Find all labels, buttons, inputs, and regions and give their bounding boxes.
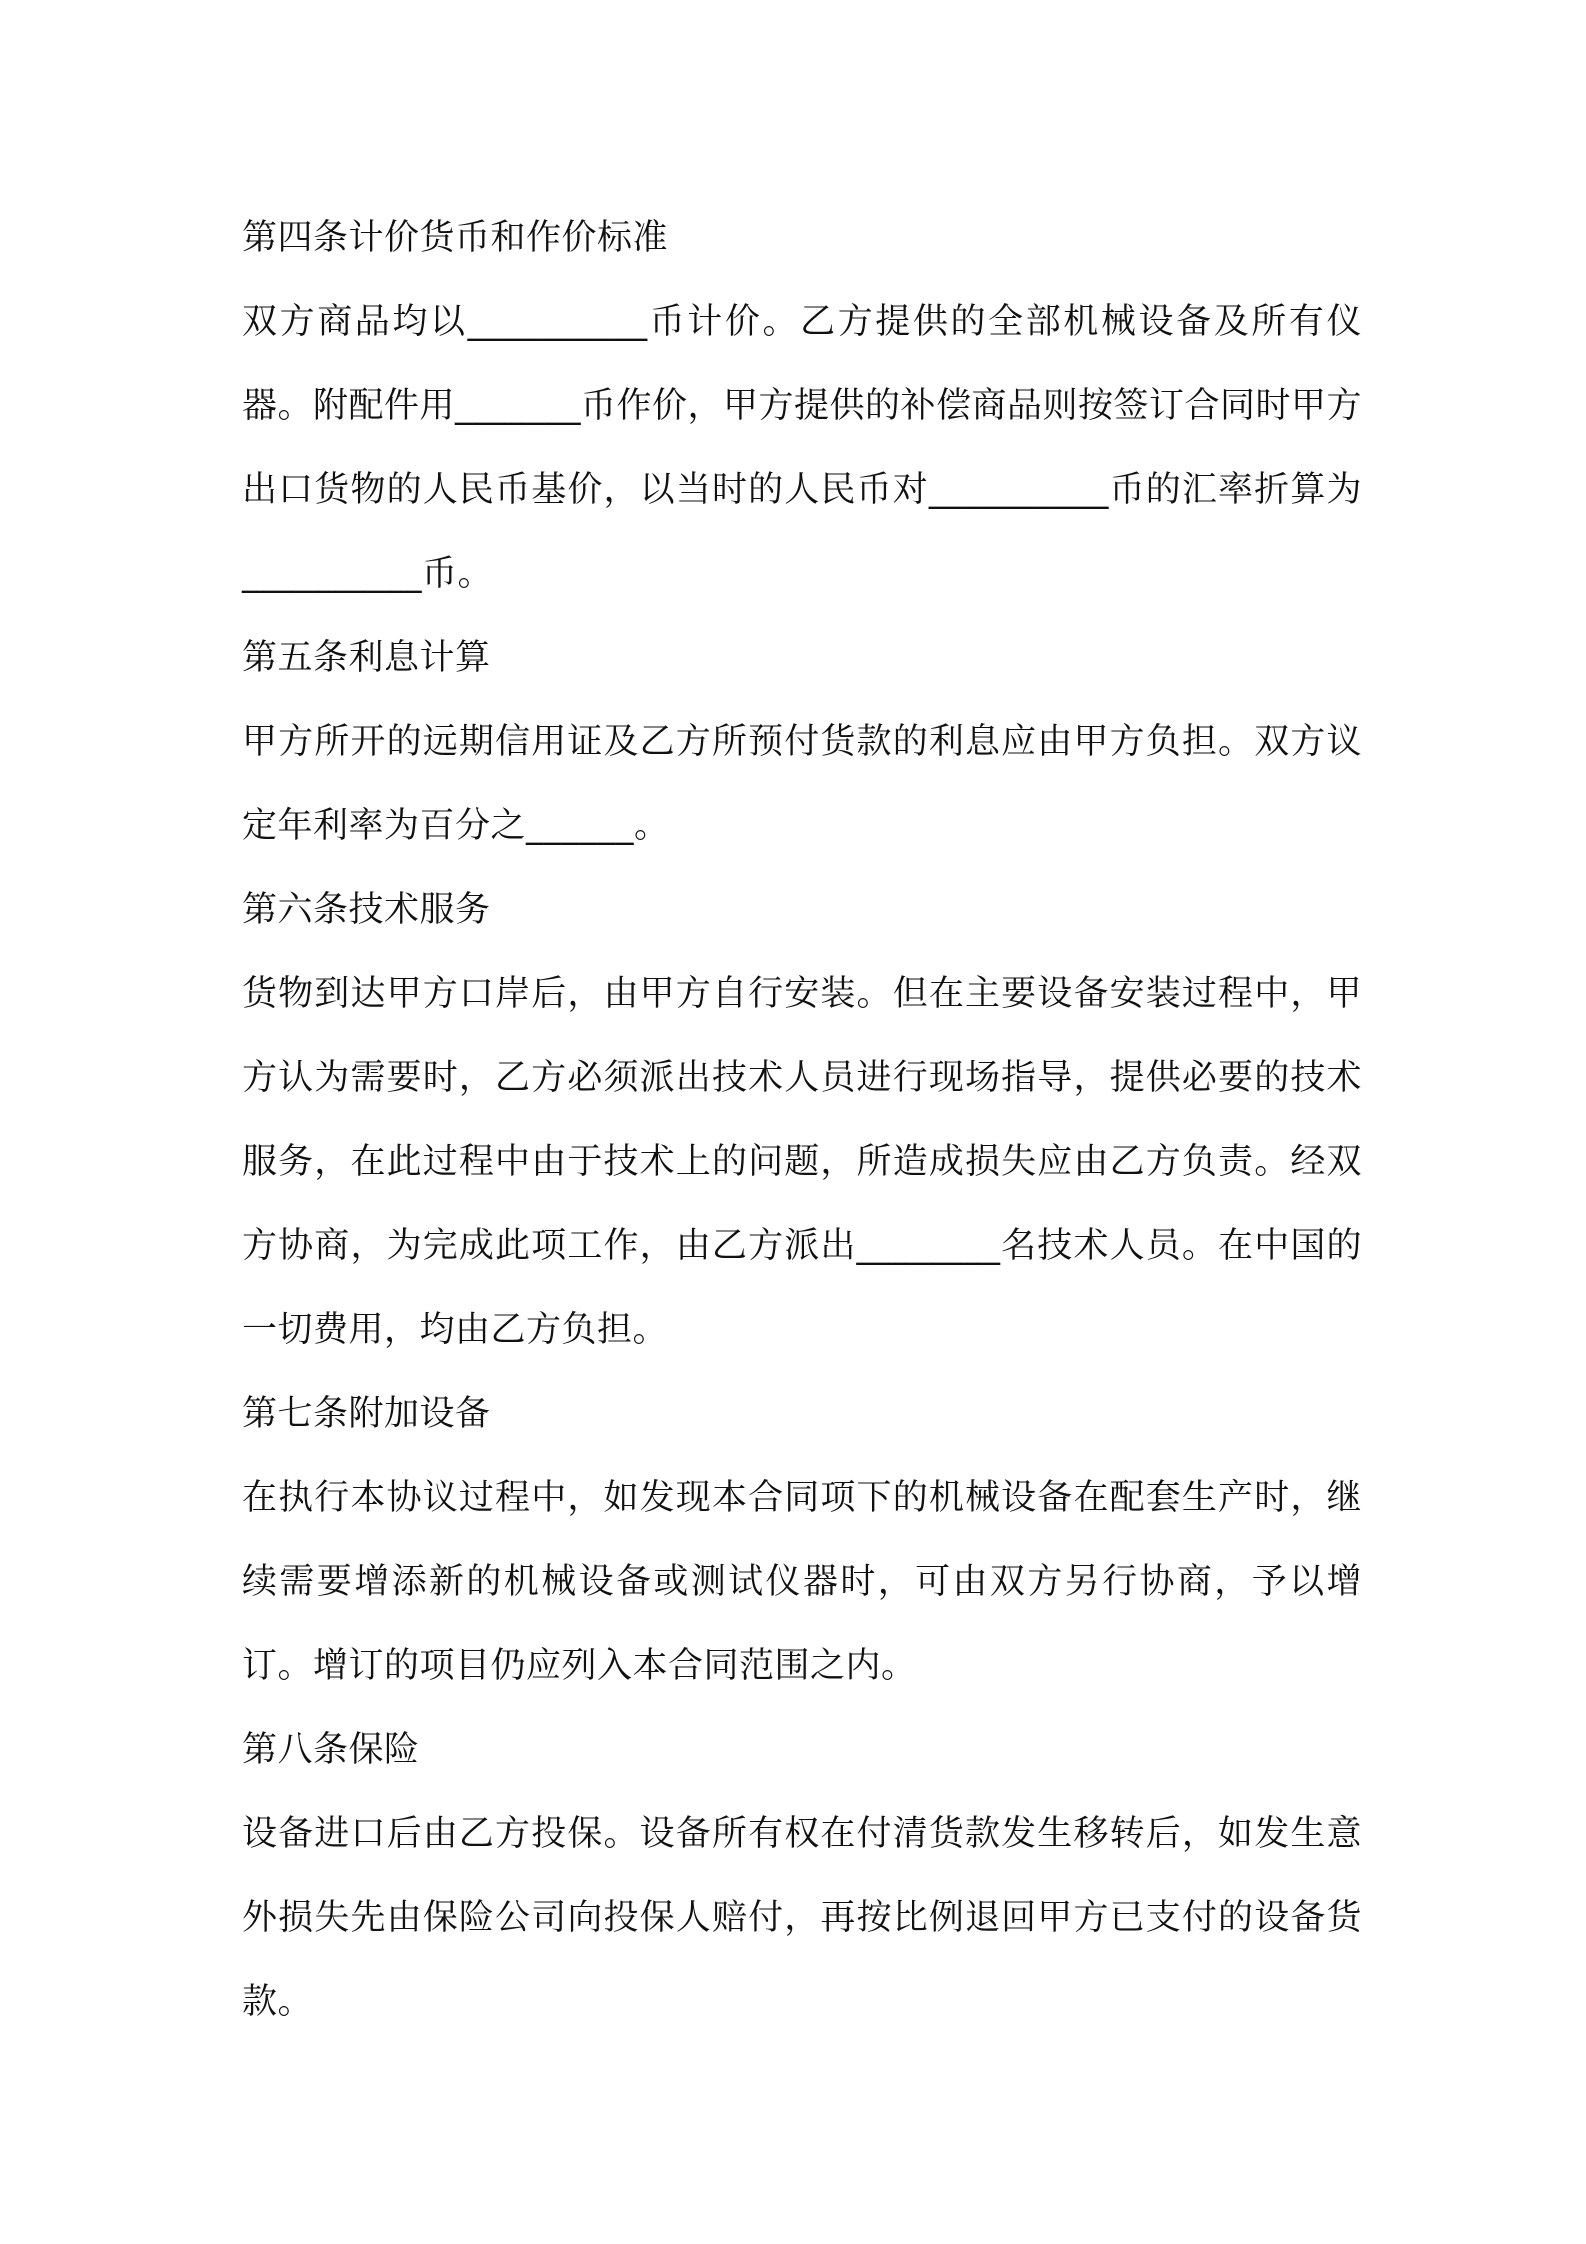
article-6-heading: 第六条技术服务 (242, 890, 491, 930)
article-5-heading: 第五条利息计算 (242, 638, 491, 678)
article-4-heading: 第四条计价货币和作价标准 (242, 218, 669, 258)
article-6-body: 货物到达甲方口岸后，由甲方自行安装。但在主要设备安装过程中，甲方认为需要时，乙方必须派出技术人员进行现场指导，提供必要的技术服务，在此过程中由于技术上的问题，所造成损失应由乙方负责。经双方协商，为完成此项工作，由乙方派出________名技术人员。在中国的一切费用，均由乙方负担。 (242, 974, 1362, 1350)
article-8-heading: 第八条保险 (242, 1730, 420, 1770)
article-4-body: 双方商品均以__________币计价。乙方提供的全部机械设备及所有仪器。附配件用_______币作价，甲方提供的补偿商品则按签订合同时甲方出口货物的人民币基价，以当时的人民币对__________币的汇率折算为__________币。 (242, 302, 1363, 594)
article-7-heading: 第七条附加设备 (242, 1394, 491, 1434)
contract-text (242, 196, 1362, 2044)
article-8-body: 设备进口后由乙方投保。设备所有权在付清货款发生移转后，如发生意外损失先由保险公司向投保人赔付，再按比例退回甲方已支付的设备货款。 (242, 1814, 1362, 2022)
article-7-body: 在执行本协议过程中，如发现本合同项下的机械设备在配套生产时，继续需要增添新的机械设备或测试仪器时，可由双方另行协商，予以增订。增订的项目仍应列入本合同范围之内。 (242, 1478, 1362, 1686)
article-5-body: 甲方所开的远期信用证及乙方所预付货款的利息应由甲方负担。双方议定年利率为百分之______。 (242, 722, 1362, 846)
